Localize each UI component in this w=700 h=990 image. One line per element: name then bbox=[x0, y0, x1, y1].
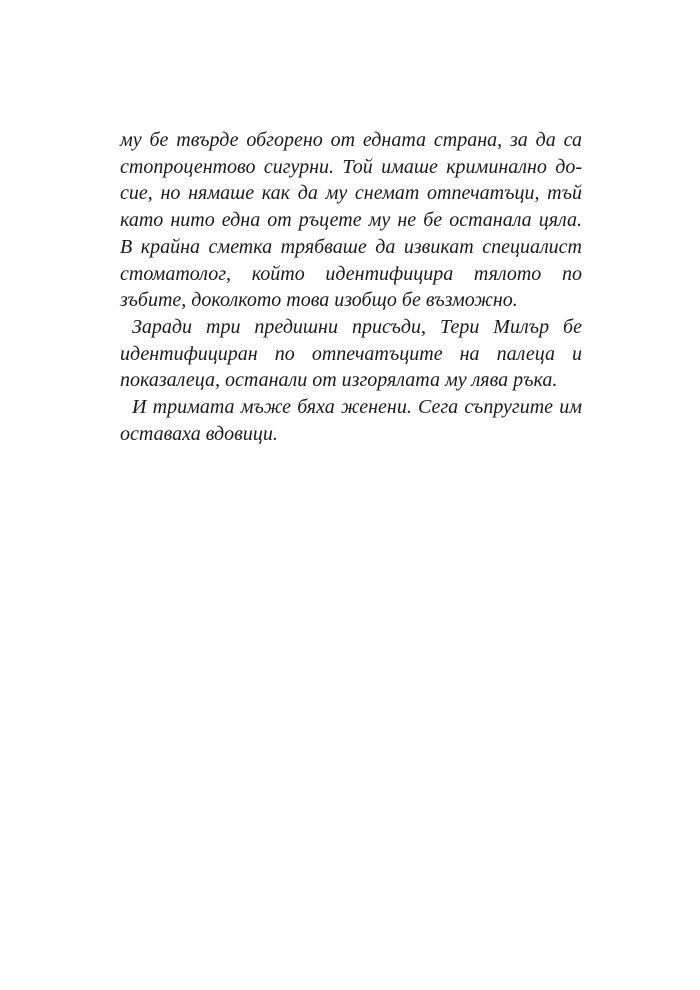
paragraph bbox=[120, 314, 582, 394]
text-line: И тримата мъже бяха женени. Сега съпругите им bbox=[132, 396, 582, 419]
paragraph bbox=[120, 127, 582, 314]
text-line: В крайна сметка трябваше да извикат специалист bbox=[120, 235, 582, 258]
text-line: му бе твърде обгорено от едната страна, за да са bbox=[120, 129, 582, 151]
text-line: показалеца, останали от изгорялата му лява ръка. bbox=[120, 369, 558, 392]
text-line: Заради три предишни присъди, Тери Милър бе bbox=[132, 315, 582, 338]
text-line: сие, но нямаше как да му снемат отпечатъци, тъй bbox=[120, 182, 582, 205]
text-line: стопроцентово сигурни. Той имаше криминално до- bbox=[120, 155, 582, 178]
text-line: идентифициран по отпечатъците на палеца и bbox=[120, 342, 582, 365]
text-line: като нито една от ръцете му не бе останала цяла. bbox=[120, 209, 582, 232]
text-line: зъбите, доколкото това изобщо бе възможно. bbox=[120, 289, 518, 312]
text-line: стоматолог, който идентифицира тялото по bbox=[120, 262, 582, 285]
body-text bbox=[120, 127, 582, 447]
text-line: оставаха вдовици. bbox=[120, 422, 278, 445]
paragraph bbox=[120, 394, 582, 447]
